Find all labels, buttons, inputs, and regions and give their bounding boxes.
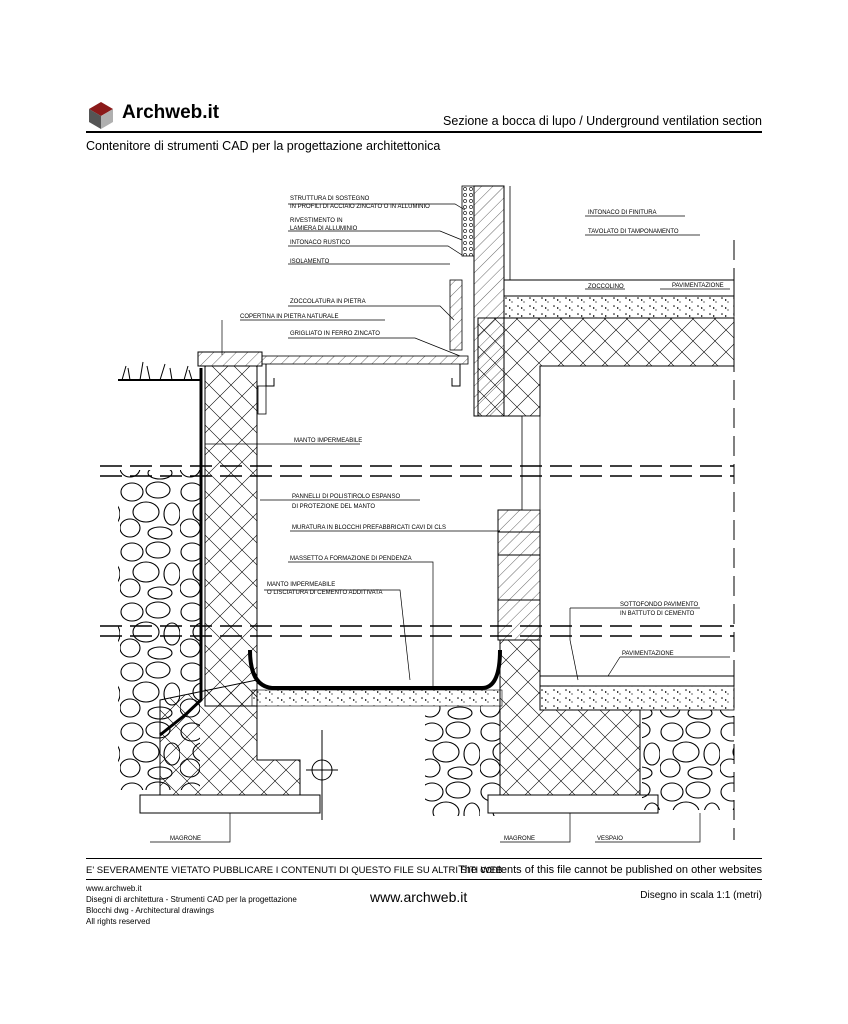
label-intonaco-finitura: INTONACO DI FINITURA (588, 210, 657, 216)
page-subtitle: Contenitore di strumenti CAD per la progettazione architettonica (86, 139, 441, 153)
label-rivestimento-1: RIVESTIMENTO IN (290, 218, 343, 224)
label-intonaco-rustico: INTONACO RUSTICO (290, 240, 351, 246)
label-muratura: MURATURA IN BLOCCHI PREFABBRICATI CAVI DI CLS (292, 525, 447, 531)
footer-info (86, 883, 297, 927)
label-struttura-1: STRUTTURA DI SOSTEGNO (290, 196, 370, 202)
label-sottofondo-1: SOTTOFONDO PAVIMENTO (620, 602, 699, 608)
footer-rule-bottom (86, 879, 762, 880)
label-manto2-2: O LISCIATURA DI CEMENTO ADDITIVATA (267, 590, 383, 596)
scale-note: Disegno in scala 1:1 (metri) (640, 890, 762, 901)
label-magrone-right: MAGRONE (504, 836, 536, 842)
label-rivestimento-2: LAMIERA DI ALLUMINIO (290, 226, 358, 232)
footer-line-2: Disegni di architettura - Strumenti CAD per la progettazione (86, 895, 297, 904)
label-zoccolino: ZOCCOLINO (588, 284, 624, 290)
label-pavimentazione-low: PAVIMENTAZIONE (622, 651, 674, 657)
label-massetto: MASSETTO A FORMAZIONE DI PENDENZA (290, 556, 412, 562)
footer-site-link[interactable]: www.archweb.it (370, 889, 468, 905)
label-pavimentazione-top: PAVIMENTAZIONE (672, 283, 724, 289)
label-zoccolatura: ZOCCOLATURA IN PIETRA (290, 299, 366, 305)
label-manto-impermeabile: MANTO IMPERMEABILE (294, 438, 363, 444)
label-magrone-left: MAGRONE (170, 836, 202, 842)
label-pannelli-2: DI PROTEZIONE DEL MANTO (292, 504, 376, 510)
warning-english: The contents of this file cannot be published on other websites (458, 864, 762, 876)
footer-line-4: All rights reserved (86, 917, 151, 926)
label-sottofondo-2: IN BATTUTO DI CEMENTO (620, 611, 695, 617)
label-struttura-2: IN PROFILI DI ACCIAIO ZINCATO O IN ALLUMINIO (290, 204, 430, 210)
warning-italian: E' SEVERAMENTE VIETATO PUBBLICARE I CONTENUTI DI QUESTO FILE SU ALTRI SITI WEB (86, 865, 503, 876)
label-pannelli-1: PANNELLI DI POLISTIROLO ESPANSO (292, 494, 401, 500)
label-manto2-1: MANTO IMPERMEABILE (267, 582, 336, 588)
label-grigliato: GRIGLIATO IN FERRO ZINCATO (290, 331, 380, 337)
label-copertina: COPERTINA IN PIETRA NATURALE (240, 314, 339, 320)
label-vespaio: VESPAIO (597, 836, 623, 842)
logo-text: Archweb.it (122, 102, 220, 123)
page-title: Sezione a bocca di lupo / Underground ventilation section (443, 114, 762, 128)
footer-rule-top (86, 858, 762, 859)
label-tavolato: TAVOLATO DI TAMPONAMENTO (588, 229, 679, 235)
label-isolamento: ISOLAMENTO (290, 259, 330, 265)
footer-line-1: www.archweb.it (86, 884, 142, 893)
footer-line-3: Blocchi dwg - Architectural drawings (86, 906, 215, 915)
